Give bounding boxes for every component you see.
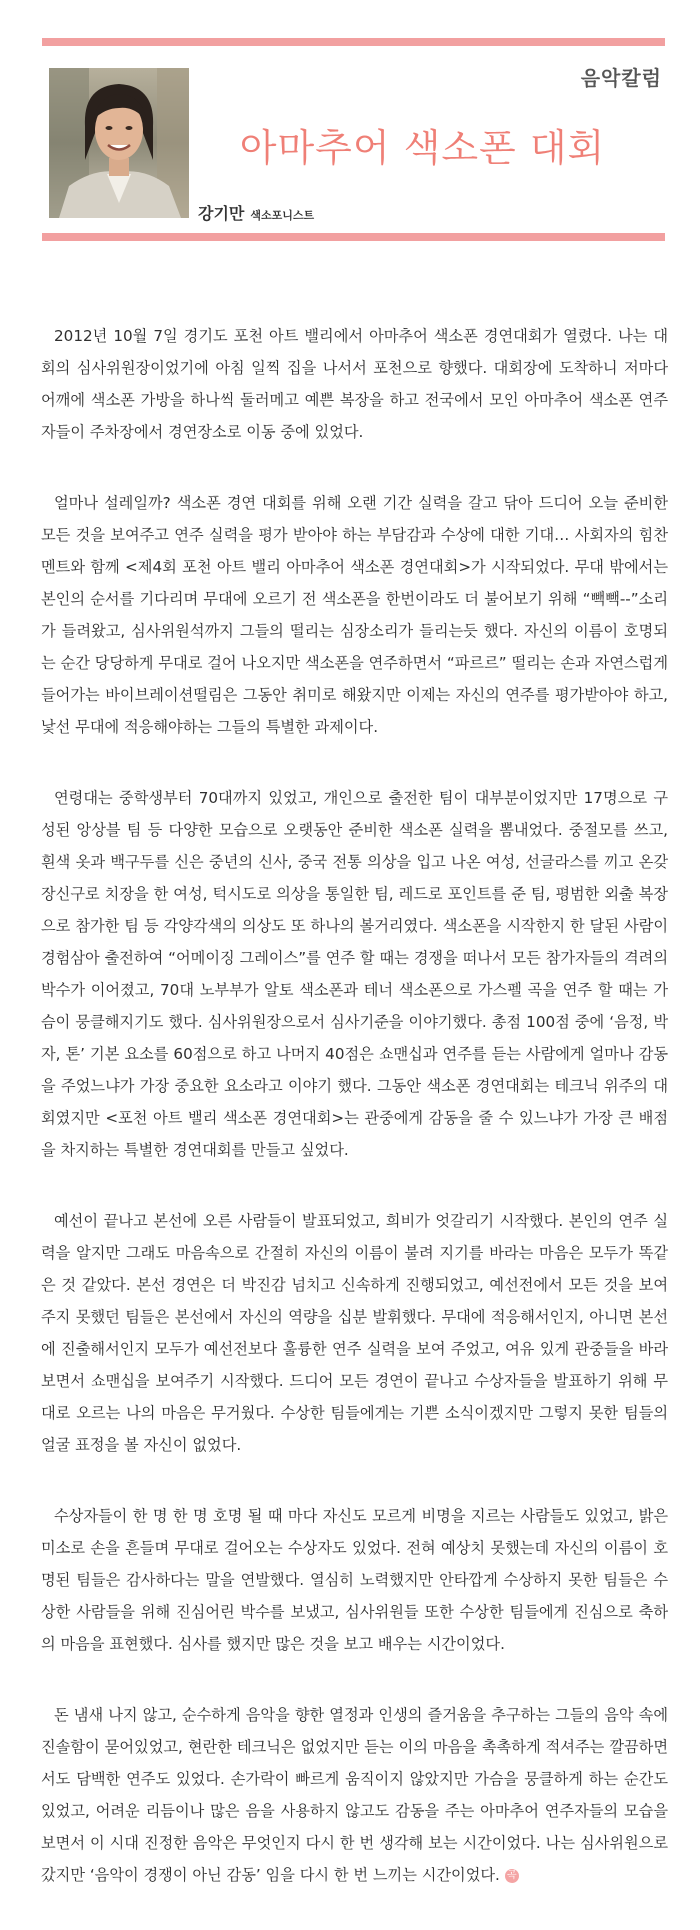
header-bottom-bar [42,233,665,241]
article-paragraph-text: 돈 냄새 나지 않고, 순수하게 음악을 향한 열정과 인생의 즐거움을 추구하는 그들의 음악 속에 진솔함이 묻어있었고, 현란한 테크닉은 없었지만 듣는 이의 마음을 촉촉하게 적셔주는 깔끔하면서도 담백한 연주도 있었다. 손가락이 빠르게 움직이지 않았지만 가슴을 뭉클하게 하는 순간도 있었고, 어려운 리듬이나 많은 음을 사용하지 않고도 감동을 주는 아마추어 연주자들의 모습을 보면서 이 시대 진정한 음악은 무엇인지 다시 한 번 생각해 보는 시간이었다. 나는 심사위원으로 갔지만 ‘음악이 경쟁이 아닌 감동’ 임을 다시 한 번 느끼는 시간이었다. [41,1706,668,1884]
article-paragraph-last [41,1699,668,1891]
author-name: 강기만 [198,204,245,223]
author-role: 색소포니스트 [250,209,315,222]
section-label: 음악칼럼 [580,66,662,90]
author-byline [198,201,314,224]
article-paragraph: 연령대는 중학생부터 70대까지 있었고, 개인으로 출전한 팀이 대부분이었지만 17명으로 구성된 앙상블 팀 등 다양한 모습으로 오랫동안 준비한 색소폰 실력을 뽐내었다. 중절모를 쓰고, 흰색 옷과 백구두를 신은 중년의 신사, 중국 전통 의상을 입고 나온 여성, 선글라스를 끼고 온갖 장신구로 치장을 한 여성, 턱시도로 의상을 통일한 팀, 레드로 포인트를 준 팀, 평범한 외출 복장으로 참가한 팀 등 각양각색의 의상도 또 하나의 볼거리였다. 색소폰을 시작한지 한 달된 사람이 경험삼아 출전하여 “어메이징 그레이스”를 연주 할 때는 경쟁을 떠나서 모든 참가자들의 격려의 박수가 이어졌고, 70대 노부부가 알토 색소폰과 테너 색소폰으로 가스펠 곡을 연주 할 때는 가슴이 뭉클해지기도 했다. 심사위원장으로서 심사기준을 이야기했다. 총점 100점 중에 ‘음정, 박자, 톤’ 기본 요소를 60점으로 하고 나머지 40점은 쇼맨십과 연주를 듣는 사람에게 얼마나 감동을 주었느냐가 가장 중요한 요소라고 이야기 했다. 그동안 색소폰 경연대회는 테크닉 위주의 대회였지만 <포천 아트 밸리 색소폰 경연대회>는 관중에게 감동을 줄 수 있느냐가 가장 큰 배점을 차지하는 특별한 경연대회를 만들고 싶었다. [41,789,668,1159]
header-top-bar [42,38,665,46]
article-title: 아마추어 색소폰 대회 [239,126,606,170]
article-paragraph: 2012년 10월 7일 경기도 포천 아트 밸리에서 아마추어 색소폰 경연대회가 열렸다. 나는 대회의 심사위원장이었기에 아침 일찍 집을 나서서 포천으로 향했다. 대회장에 도착하니 저마다 어깨에 색소폰 가방을 하나씩 둘러메고 예쁜 복장을 하고 전국에서 모인 아마추어 색소폰 연주자들이 주차장에서 경연장소로 이동 중에 있었다. [41,327,669,441]
article-paragraph: 예선이 끝나고 본선에 오른 사람들이 발표되었고, 희비가 엇갈리기 시작했다. 본인의 연주 실력을 알지만 그래도 마음속으로 간절히 자신의 이름이 불려 지기를 바라는 마음은 모두가 똑같은 것 같았다. 본선 경연은 더 박진감 넘치고 신속하게 진행되었고, 예선전에서 모든 것을 보여주지 못했던 팀들은 본선에서 자신의 역량을 십분 발휘했다. 무대에 적응해서인지, 아니면 본선에 진출해서인지 모두가 예선전보다 훌륭한 연주 실력을 보여 주었고, 여유 있게 관중들을 바라보면서 쇼맨십을 보여주기 시작했다. 드디어 모든 경연이 끝나고 수상자들을 발표하기 위해 무대로 오르는 나의 마음은 무거웠다. 수상한 팀들에게는 기쁜 소식이겠지만 그렇지 못한 팀들의 얼굴 표정을 볼 자신이 없었다. [41,1212,668,1454]
article-paragraph: 얼마나 설레일까? 색소폰 경연 대회를 위해 오랜 기간 실력을 갈고 닦아 드디어 오늘 준비한 모든 것을 보여주고 연주 실력을 평가 받아야 하는 부담감과 수상에 대한 기대… 사회자의 힘찬 멘트와 함께 <제4회 포천 아트 밸리 아마추어 색소폰 경연대회>가 시작되었다. 무대 밖에서는 본인의 순서를 기다리며 무대에 오르기 전 색소폰을 한번이라도 더 불어보기 위해 “빽빽--”소리가 들려왔고, 심사위원석까지 그들의 떨리는 심장소리가 들리는듯 했다. 자신의 이름이 호명되는 순간 당당하게 무대로 걸어 나오지만 색소폰을 연주하면서 “파르르” 떨리는 손과 자연스럽게 들어가는 바이브레이션떨림은 그동안 취미로 해왔지만 이제는 자신의 연주를 평가받아야 하고, 낯선 무대에 적응해야하는 그들의 특별한 과제이다. [41,494,668,736]
article-body [41,320,668,1930]
article-paragraph: 수상자들이 한 명 한 명 호명 될 때 마다 자신도 모르게 비명을 지르는 사람들도 있었고, 밝은 미소로 손을 흔들며 무대로 걸어오는 수상자도 있었다. 전혀 예상치 못했는데 자신의 이름이 호명된 팀들은 감사하다는 말을 연발했다. 열심히 노력했지만 안타깝게 수상하지 못한 팀들은 수상한 사람들을 위해 진심어린 박수를 보냈고, 심사위원들 또한 수상한 팀들에게 진심으로 축하의 마음을 표현했다. 심사를 했지만 많은 것을 보고 배우는 시간이었다. [41,1507,668,1653]
author-photo [49,68,189,218]
end-mark-icon: 곡 [505,1869,519,1883]
